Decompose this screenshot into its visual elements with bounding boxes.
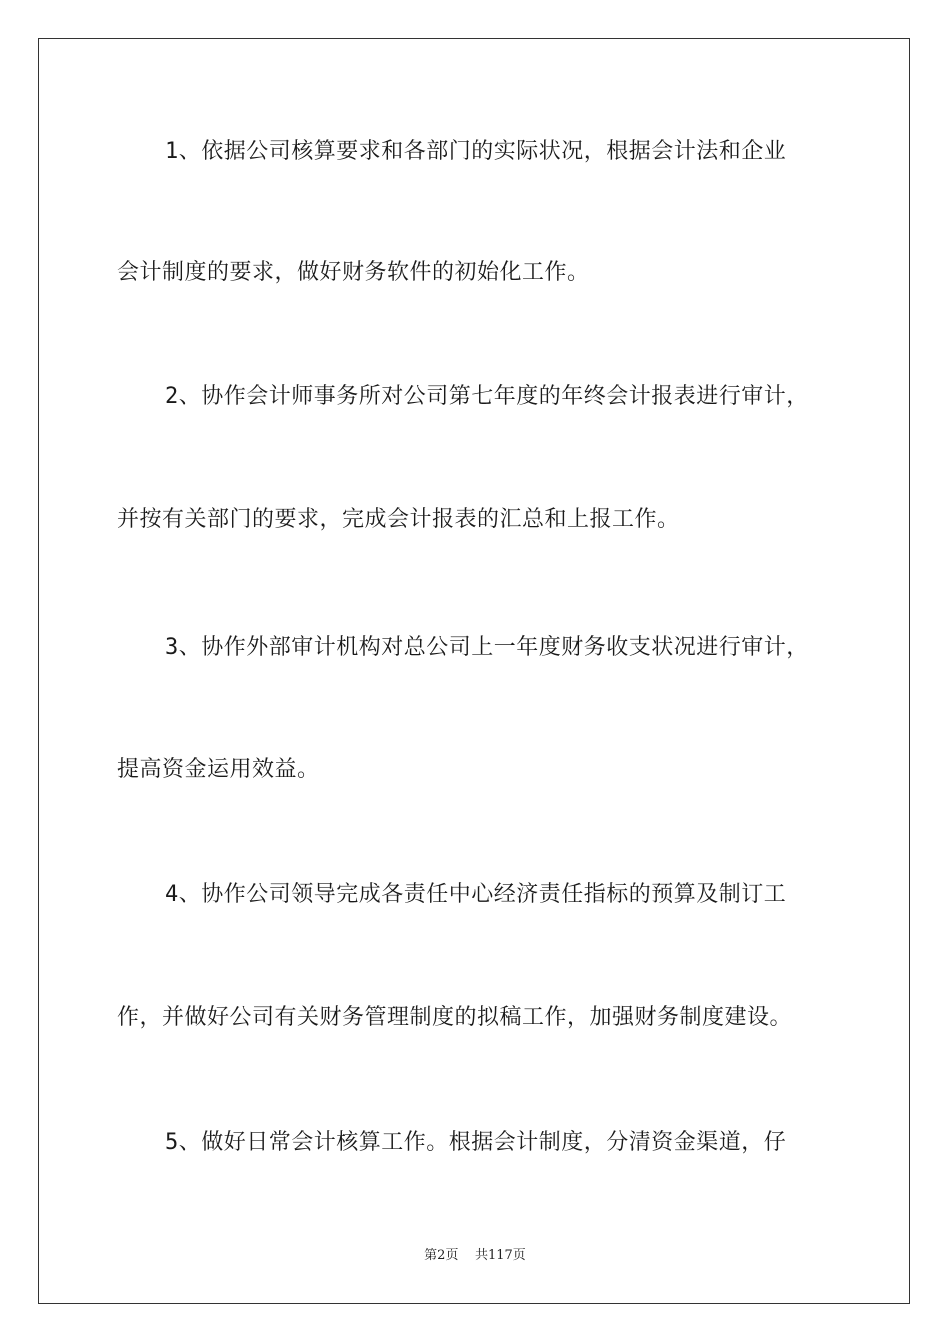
page-footer bbox=[0, 1244, 950, 1263]
paragraph-5-line-1: 5、做好日常会计核算工作。根据会计制度，分清资金渠道，仔 bbox=[165, 1130, 787, 1155]
paragraph-2-line-1: 2、协作会计师事务所对公司第七年度的年终会计报表进行审计， bbox=[165, 384, 809, 409]
page-border bbox=[38, 38, 910, 1304]
paragraph-4-line-2: 作，并做好公司有关财务管理制度的拟稿工作，加强财务制度建设。 bbox=[117, 1005, 793, 1030]
paragraph-1-line-2: 会计制度的要求，做好财务软件的初始化工作。 bbox=[117, 260, 590, 285]
total-pages: 共117页 bbox=[474, 1248, 526, 1263]
paragraph-1-line-1: 1、依据公司核算要求和各部门的实际状况，根据会计法和企业 bbox=[165, 139, 787, 164]
paragraph-3-line-1: 3、协作外部审计机构对总公司上一年度财务收支状况进行审计， bbox=[165, 635, 809, 660]
page-number: 第2页 bbox=[424, 1248, 459, 1263]
paragraph-4-line-1: 4、协作公司领导完成各责任中心经济责任指标的预算及制订工 bbox=[165, 882, 787, 907]
paragraph-2-line-2: 并按有关部门的要求，完成会计报表的汇总和上报工作。 bbox=[117, 507, 680, 532]
paragraph-3-line-2: 提高资金运用效益。 bbox=[117, 757, 320, 782]
